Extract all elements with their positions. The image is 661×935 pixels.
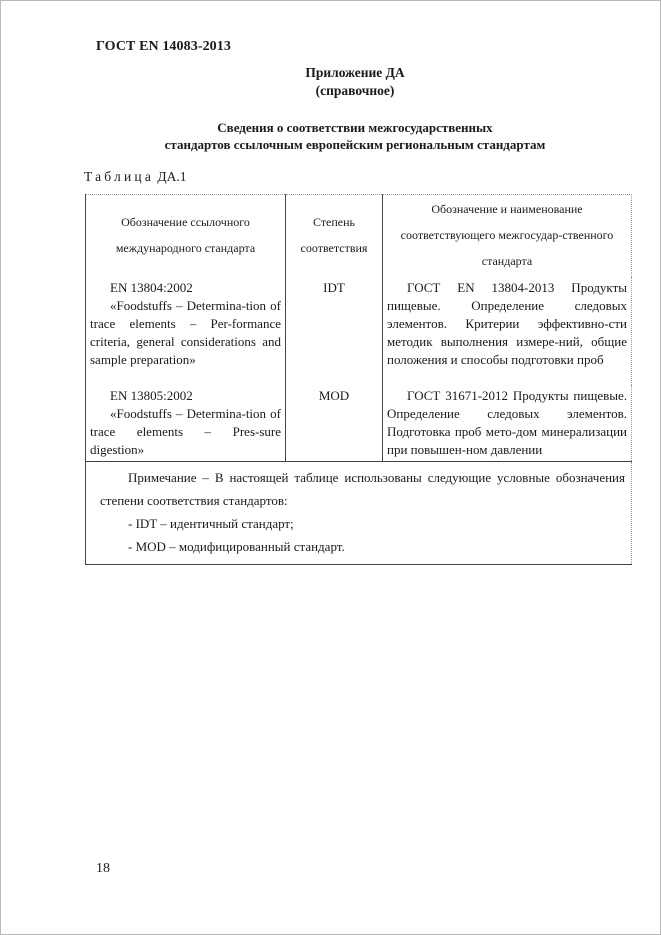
- interstate-standard-cell: ГОСТ EN 13804-2013 Продукты пищевые. Определение следовых элементов. Критерии эффективно-сти методик выполнения измере-ний, общие положения и способы подготовки проб: [383, 277, 632, 385]
- annex-title: Приложение ДА: [305, 65, 405, 80]
- section-title-line-2: стандартов ссылочным европейским региональным стандартам: [164, 137, 546, 152]
- note-text: Примечание – В настоящей таблице использованы следующие условные обозначения степени соответствия стандартов:: [100, 470, 625, 508]
- reference-title: «Foodstuffs – Determina-tion of trace elements – Pres-sure digestion»: [90, 406, 281, 457]
- table-caption: [84, 169, 186, 185]
- note-item-idt: - IDT – идентичный стандарт;: [128, 516, 294, 531]
- note-item-mod: - MOD – модифицированный стандарт.: [128, 539, 345, 554]
- column-header-interstate-standard: Обозначение и наименование соответствующего межгосудар-ственного стандарта: [383, 195, 632, 278]
- page-number: 18: [96, 861, 110, 876]
- correspondence-table: [85, 194, 632, 565]
- degree-cell: IDT: [286, 277, 383, 385]
- standard-code: ГОСТ EN 14083-2013: [96, 39, 231, 54]
- reference-standard-cell: [86, 277, 286, 385]
- interstate-standard-cell: ГОСТ 31671-2012 Продукты пищевые. Определение следовых элементов. Подготовка проб мето-дом минерализации при повышен-ном давлении: [383, 385, 632, 462]
- reference-code: EN 13805:2002: [110, 388, 193, 403]
- reference-standard-cell: [86, 385, 286, 462]
- column-header-degree: Степень соответствия: [286, 195, 383, 278]
- reference-title: «Foodstuffs – Determina-tion of trace elements – Per-formance criteria, general considerations and sample preparation»: [90, 298, 281, 367]
- table-caption-word: Таблица: [84, 169, 155, 184]
- annex-subtitle: (справочное): [315, 83, 395, 98]
- table-caption-number: ДА.1: [157, 169, 187, 184]
- table-note-row: [86, 462, 632, 565]
- table-row: [86, 277, 632, 385]
- table-note: [86, 462, 632, 565]
- table-row: [86, 385, 632, 462]
- table-header-row: [86, 195, 632, 278]
- reference-code: EN 13804:2002: [110, 280, 193, 295]
- section-title-line-1: Сведения о соответствии межгосударственных: [217, 120, 493, 135]
- degree-cell: MOD: [286, 385, 383, 462]
- column-header-reference-standard: Обозначение ссылочного международного стандарта: [86, 195, 286, 278]
- section-title: [96, 119, 614, 153]
- annex-heading: [220, 64, 490, 100]
